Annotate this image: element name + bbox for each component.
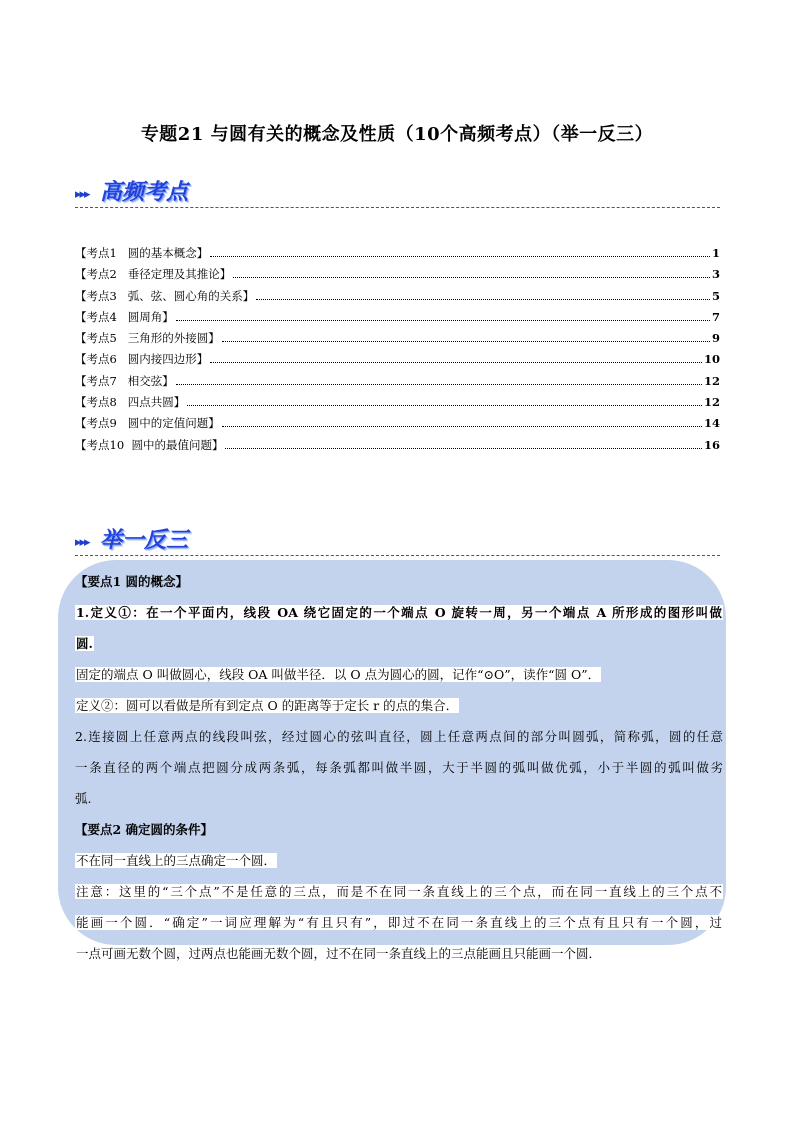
section-heading-practice	[75, 522, 720, 556]
definition2-line: 定义②：圆可以看做是所有到定点 O 的距离等于定长 r 的点的集合．	[76, 698, 459, 713]
toc-item-label: 【考点5 三角形的外接圆】	[75, 331, 220, 346]
paragraph2-line1: 2.连接圆上任意两点的线段叫弦，经过圆心的弦叫直径，圆上任意两点间的部分叫圆弧，简称弧，圆的任意	[75, 729, 723, 744]
toc-item-label: 【考点2 垂径定理及其推论】	[75, 267, 232, 282]
dot-leader	[176, 320, 710, 321]
toc-item-label: 【考点9 圆中的定值问题】	[75, 416, 220, 431]
dot-leader	[233, 277, 710, 278]
toc-page-number: 12	[703, 373, 720, 388]
triple-arrow-icon: ▸▸▸	[75, 187, 89, 202]
toc-page-number: 7	[711, 309, 720, 324]
dot-leader	[187, 405, 702, 406]
toc-item-label: 【考点7 相交弦】	[75, 373, 174, 388]
triple-arrow-icon: ▸▸▸	[75, 535, 89, 550]
toc-page-number: 12	[703, 395, 720, 410]
note-line1: 注意：这里的“三个点”不是任意的三点，而是不在同一条直线上的三个点，而在同一直线上的三个点不	[76, 884, 722, 899]
toc-item[interactable]	[75, 309, 720, 330]
toc-page-number: 14	[703, 416, 720, 431]
dot-leader	[256, 299, 710, 300]
rule-statement: 不在同一直线上的三点确定一个圆．	[76, 853, 277, 868]
toc-page-number: 1	[711, 246, 720, 260]
section-label: 举一反三	[100, 528, 189, 553]
paragraph2-line3: 弧.	[75, 791, 92, 806]
key-points-content	[75, 566, 723, 969]
toc-page-number: 10	[703, 352, 720, 367]
dot-leader	[225, 448, 702, 449]
section-heading-high-frequency	[75, 174, 720, 208]
toc-item[interactable]	[75, 394, 720, 415]
toc-item[interactable]	[75, 288, 720, 309]
toc-item[interactable]	[75, 245, 720, 266]
dashed-divider	[75, 555, 720, 556]
toc-item[interactable]	[75, 415, 720, 436]
paragraph2-line2: 一条直径的两个端点把圆分成两条弧，每条弧都叫做半圆，大于半圆的弧叫做优弧，小于半圆的弧叫做劣	[75, 760, 723, 775]
toc-item-label: 【考点10 圆中的最值问题】	[75, 437, 224, 452]
dot-leader	[222, 426, 702, 427]
toc-item[interactable]	[75, 330, 720, 351]
dot-leader	[222, 341, 710, 342]
toc-item-label: 【考点4 圆周角】	[75, 309, 174, 324]
toc-item[interactable]	[75, 373, 720, 394]
point2-heading: 【要点2 确定圆的条件】	[75, 822, 214, 837]
toc-item[interactable]	[75, 351, 720, 372]
section-label: 高频考点	[100, 180, 189, 205]
toc-page-number: 9	[711, 331, 720, 346]
toc-page-number: 3	[711, 267, 720, 282]
point1-heading: 【要点1 圆的概念】	[75, 574, 189, 589]
page-title: 专题21 与圆有关的概念及性质（10个高频考点）（举一反三）	[140, 124, 654, 145]
note-line2: 能画一个圆．“确定”一词应理解为“有且只有”，即过不在同一条直线上的三个点有且只有一个圆，过	[76, 915, 722, 930]
dot-leader	[210, 362, 702, 363]
definition1-line3: 固定的端点 O 叫做圆心，线段 OA 叫做半径．以 O 点为圆心的圆，记作“⊙O”，读作“圆 O”．	[76, 667, 601, 682]
toc-page-number: 16	[703, 437, 720, 452]
toc-item-label: 【考点6 圆内接四边形】	[75, 352, 209, 367]
dashed-divider	[75, 207, 720, 208]
note-line3: 一点可画无数个圆，过两点也能画无数个圆，过不在同一条直线上的三点能画且只能画一个圆．	[76, 946, 602, 961]
dot-leader	[210, 256, 710, 257]
toc-page-number: 5	[711, 288, 720, 303]
table-of-contents	[75, 245, 720, 458]
definition1-line2: 圆.	[76, 636, 93, 651]
toc-item[interactable]	[75, 437, 720, 458]
toc-item-label: 【考点8 四点共圆】	[75, 395, 186, 410]
toc-item-label: 【考点3 弧、弦、圆心角的关系】	[75, 288, 255, 303]
definition1-line1: 1.定义①：在一个平面内，线段 OA 绕它固定的一个端点 O 旋转一周，另一个端点 A 所形成的图形叫做	[76, 605, 722, 620]
dot-leader	[176, 384, 702, 385]
toc-item[interactable]	[75, 266, 720, 287]
toc-item-label: 【考点1 圆的基本概念】	[75, 246, 209, 260]
